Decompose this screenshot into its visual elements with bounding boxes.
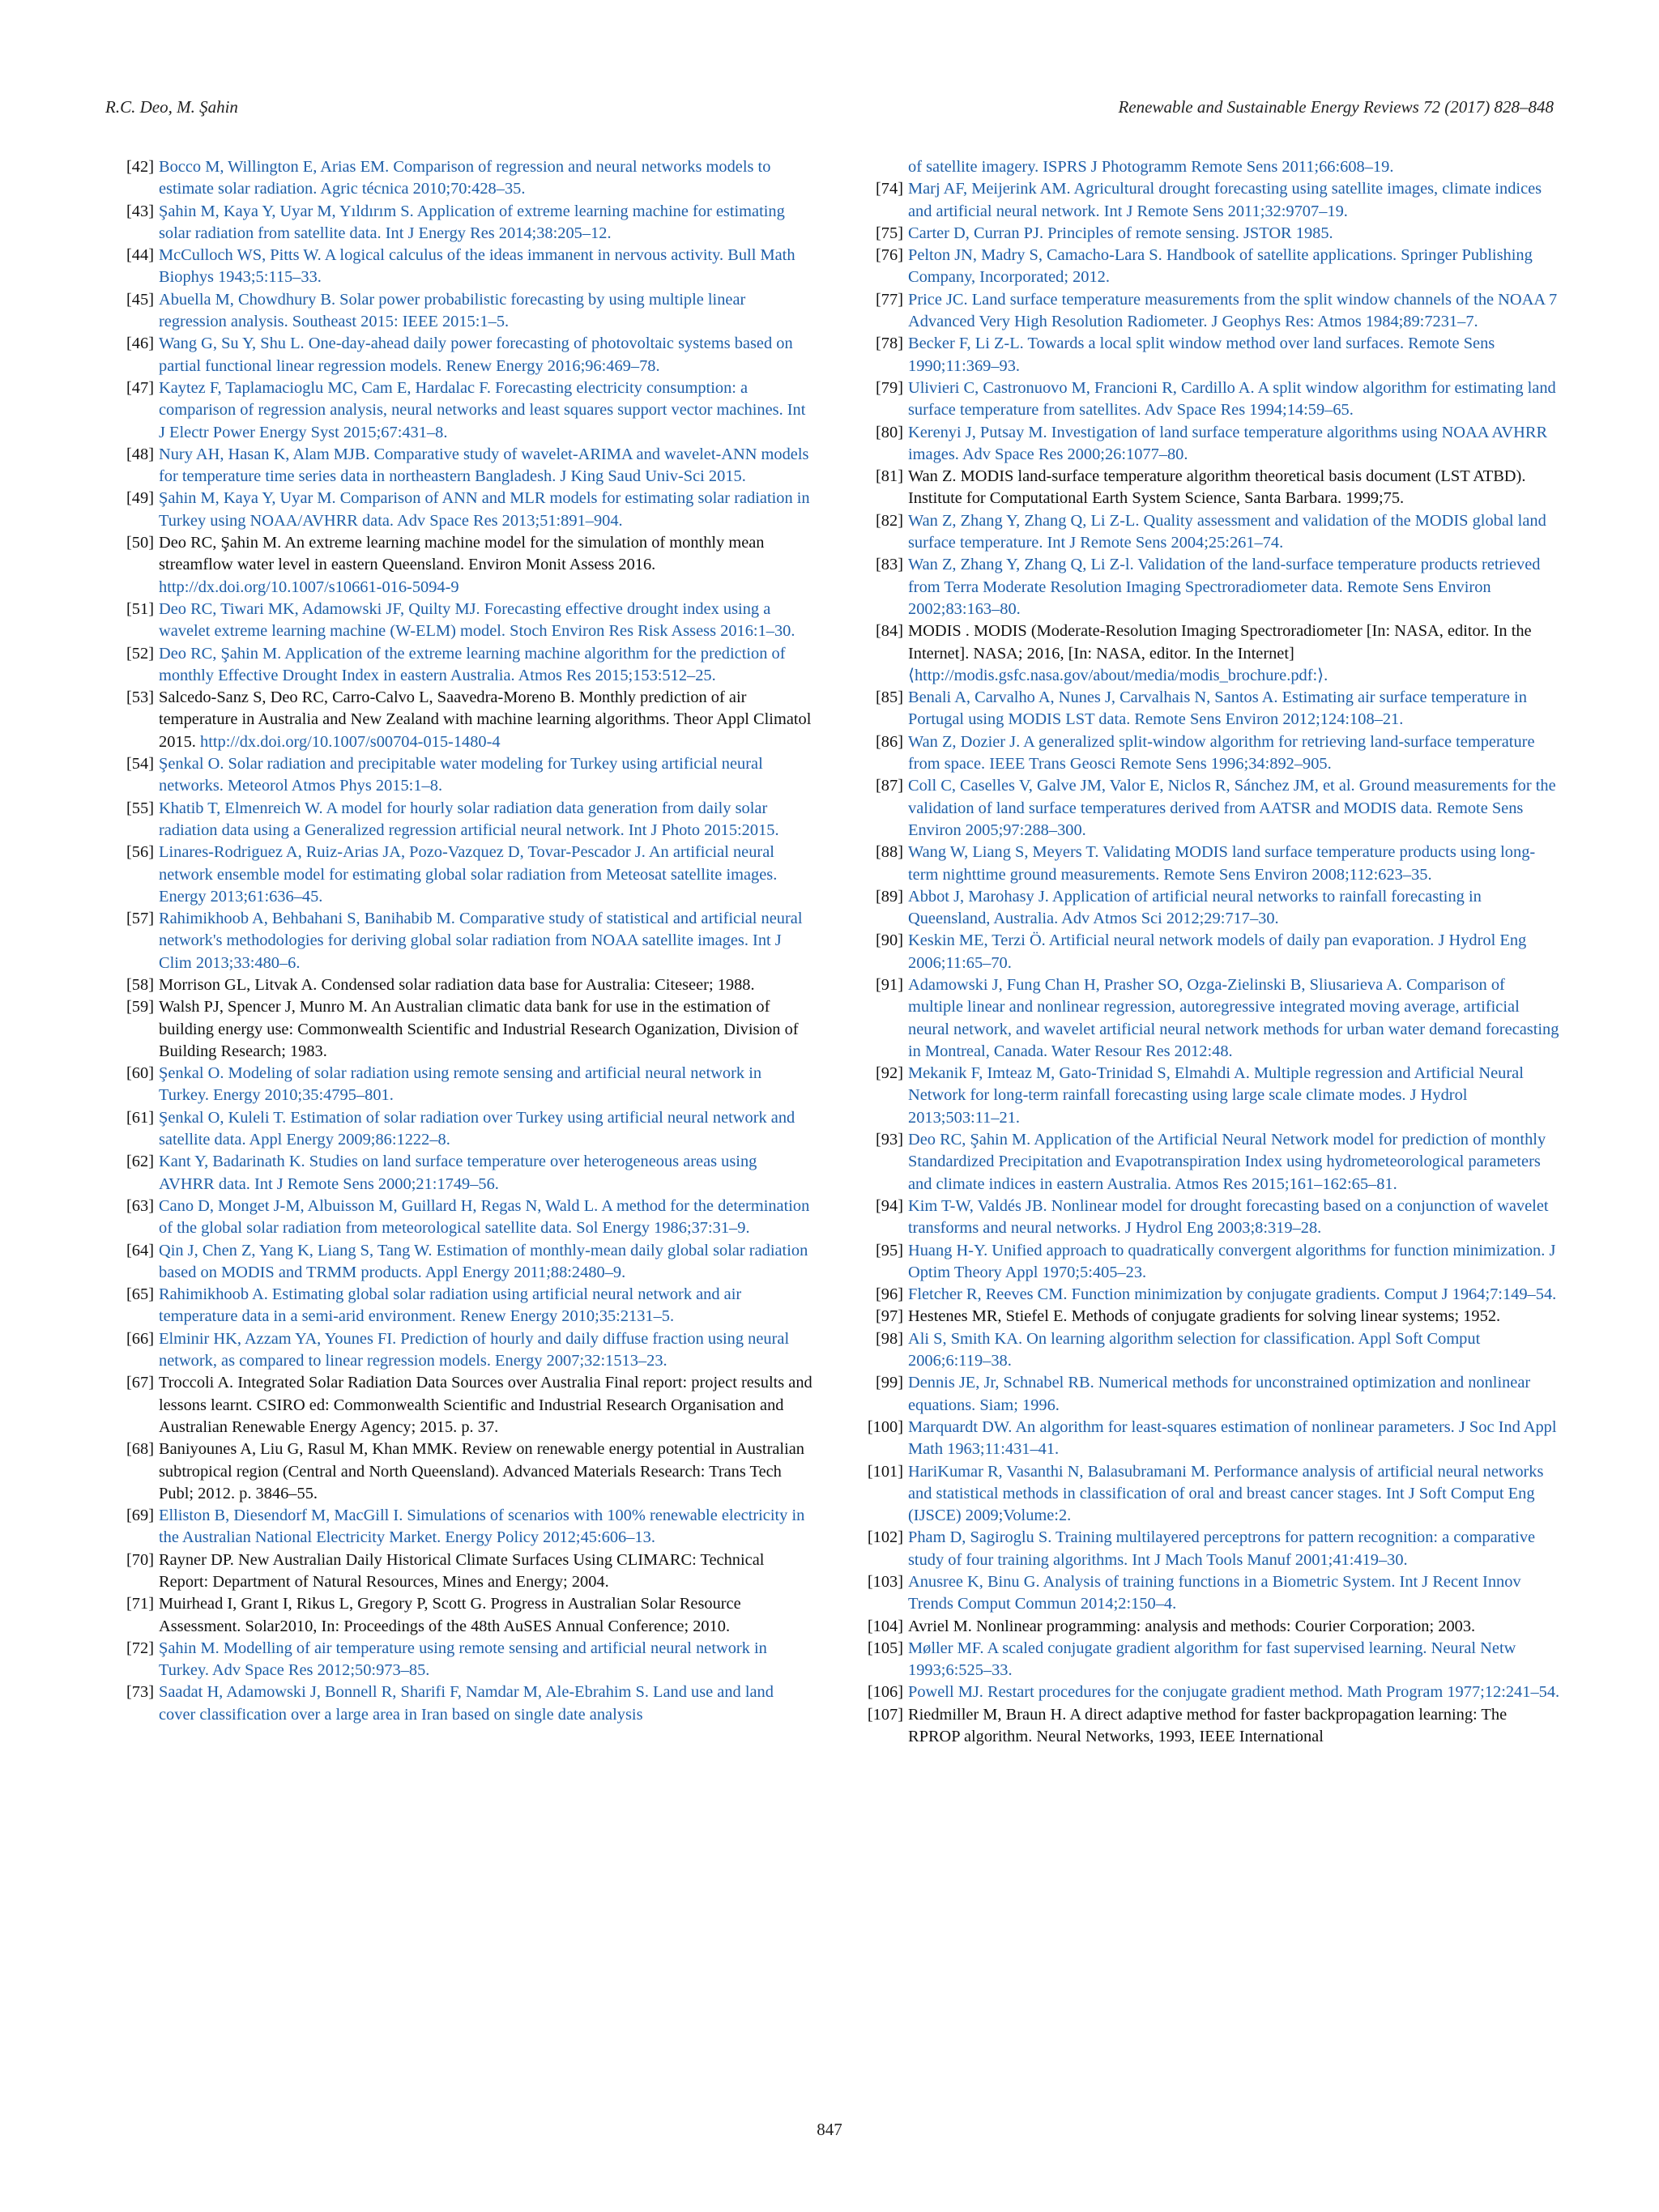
reference-item bbox=[861, 1284, 1562, 1306]
reference-number: [56] bbox=[126, 843, 154, 862]
reference-link[interactable]: Kim T-W, Valdés JB. Nonlinear model for drought forecasting based on a conjunction of wavelet transforms and neural networks. J Hydrol Eng 2003;8:319–28. bbox=[908, 1196, 1549, 1238]
reference-link[interactable]: Mekanik F, Imteaz M, Gato-Trinidad S, Elmahdi A. Multiple regression and Artificial Neural Network for long-term rainfall forecasting using large scale climate modes. J Hydrol 2013;503:11–21. bbox=[908, 1064, 1524, 1127]
reference-item bbox=[861, 223, 1562, 245]
reference-item bbox=[113, 1505, 814, 1549]
reference-link[interactable]: Ali S, Smith KA. On learning algorithm selection for classification. Appl Soft Comput 2006;6:119–38. bbox=[908, 1329, 1481, 1370]
reference-number: [57] bbox=[126, 910, 154, 928]
reference-text: MODIS . MODIS (Moderate-Resolution Imaging Spectroradiometer [In: NASA, editor. In the Internet]. NASA; 2016, [In: NASA, editor. In the Internet] bbox=[908, 622, 1532, 663]
reference-number: [61] bbox=[126, 1108, 154, 1127]
reference-item bbox=[861, 1306, 1562, 1328]
reference-number: [75] bbox=[876, 224, 903, 242]
reference-number: [68] bbox=[126, 1440, 154, 1459]
reference-item bbox=[113, 1681, 814, 1726]
reference-number: [102] bbox=[867, 1528, 903, 1547]
reference-number: [93] bbox=[876, 1131, 903, 1149]
reference-number: [103] bbox=[867, 1573, 903, 1591]
reference-number: [42] bbox=[126, 158, 154, 176]
reference-number: [49] bbox=[126, 489, 154, 508]
reference-number: [85] bbox=[876, 688, 903, 707]
reference-link[interactable]: Bocco M, Willington E, Arias EM. Comparison of regression and neural networks models to estimate solar radiation. Agric técnica 2010;70:428–35. bbox=[159, 158, 771, 198]
reference-link[interactable]: Dennis JE, Jr, Schnabel RB. Numerical methods for unconstrained optimization and nonlinear equations. Siam; 1996. bbox=[908, 1374, 1531, 1414]
reference-number: [101] bbox=[867, 1462, 903, 1481]
reference-item bbox=[113, 1549, 814, 1594]
reference-item bbox=[861, 1063, 1562, 1129]
reference-number: [81] bbox=[876, 467, 903, 486]
reference-text: Hestenes MR, Stiefel E. Methods of conjugate gradients for solving linear systems; 1952. bbox=[908, 1307, 1501, 1326]
reference-link[interactable]: Fletcher R, Reeves CM. Function minimization by conjugate gradients. Comput J 1964;7:149–54. bbox=[908, 1285, 1557, 1304]
reference-item bbox=[861, 1372, 1562, 1417]
reference-number: [95] bbox=[876, 1241, 903, 1259]
reference-number: [45] bbox=[126, 290, 154, 309]
reference-link[interactable]: Rahimikhoob A. Estimating global solar radiation using artificial neural network and air temperature data in a semi-arid environment. Renew Energy 2010;35:2131–5. bbox=[159, 1285, 742, 1326]
reference-url-link[interactable]: ⟨http://modis.gsfc.nasa.gov/about/media/modis_brochure.pdf:⟩. bbox=[908, 666, 1328, 684]
reference-link[interactable]: Becker F, Li Z-L. Towards a local split window method over land surfaces. Remote Sens 1990;11:369–93. bbox=[908, 335, 1495, 375]
reference-continuation[interactable]: of satellite imagery. ISPRS J Photogramm Remote Sens 2011;66:608–19. bbox=[908, 158, 1394, 176]
running-header-authors: R.C. Deo, M. Şahin bbox=[105, 97, 238, 117]
page-number: 847 bbox=[817, 2120, 842, 2139]
reference-number: [70] bbox=[126, 1550, 154, 1569]
reference-item bbox=[113, 996, 814, 1063]
reference-url-link[interactable]: http://dx.doi.org/10.1007/s10661-016-5094-9 bbox=[159, 578, 459, 596]
reference-link[interactable]: Ulivieri C, Castronuovo M, Francioni R, Cardillo A. A split window algorithm for estimating land surface temperature from satellites. Adv Space Res 1994;14:59–65. bbox=[908, 378, 1556, 420]
reference-number: [87] bbox=[876, 777, 903, 795]
reference-number: [90] bbox=[876, 931, 903, 950]
reference-number: [55] bbox=[126, 799, 154, 817]
reference-item bbox=[861, 1638, 1562, 1682]
reference-number: [89] bbox=[876, 887, 903, 906]
reference-item bbox=[861, 886, 1562, 931]
reference-item bbox=[861, 1461, 1562, 1528]
reference-link[interactable]: Şenkal O, Kuleli T. Estimation of solar radiation over Turkey using artificial neural network and satellite data. Appl Energy 2009;86:1222–8. bbox=[159, 1108, 795, 1149]
reference-number: [80] bbox=[876, 423, 903, 441]
reference-item bbox=[861, 377, 1562, 422]
reference-link[interactable]: Şahin M, Kaya Y, Uyar M, Yıldırım S. Application of extreme learning machine for estimating solar radiation from satellite data. Int J Energy Res 2014;38:205–12. bbox=[159, 202, 785, 242]
reference-number: [100] bbox=[867, 1417, 903, 1436]
reference-link[interactable]: Anusree K, Binu G. Analysis of training functions in a Biometric System. Int J Recent Innov Trends Comput Commun 2014;2:150–4. bbox=[908, 1573, 1521, 1613]
reference-number: [66] bbox=[126, 1329, 154, 1348]
reference-link[interactable]: Benali A, Carvalho A, Nunes J, Carvalhais N, Santos A. Estimating air surface temperature in Portugal using MODIS LST data. Remote Sens Environ 2012;124:108–21. bbox=[908, 688, 1527, 729]
reference-text: Riedmiller M, Braun H. A direct adaptive method for faster backpropagation learning: The RPROP algorithm. Neural Networks, 1993, IEEE International bbox=[908, 1705, 1508, 1746]
reference-text: Muirhead I, Grant I, Rikus L, Gregory P, Scott G. Progress in Australian Solar Resource Assessment. Solar2010, In: Proceedings of the 48th AuSES Annual Conference; 2010. bbox=[159, 1595, 741, 1635]
reference-number: [58] bbox=[126, 975, 154, 994]
reference-number: [96] bbox=[876, 1285, 903, 1304]
reference-link[interactable]: Khatib T, Elmenreich W. A model for hourly solar radiation data generation from daily solar radiation data using a Generalized regression artificial neural network. Int J Photo 2015:2015. bbox=[159, 799, 779, 839]
reference-text: Deo RC, Şahin M. An extreme learning machine model for the simulation of monthly mean streamflow water level in eastern Queensland. Environ Monit Assess 2016. bbox=[159, 534, 765, 574]
reference-number: [83] bbox=[876, 556, 903, 574]
reference-item bbox=[113, 974, 814, 996]
reference-item bbox=[861, 731, 1562, 776]
reference-item bbox=[113, 444, 814, 488]
reference-link[interactable]: Nury AH, Hasan K, Alam MJB. Comparative study of wavelet-ARIMA and wavelet-ANN models for temperature time series data in northeastern Bangladesh. J King Saud Univ-Sci 2015. bbox=[159, 445, 809, 486]
reference-item bbox=[861, 1328, 1562, 1373]
references-left-column bbox=[113, 156, 814, 1726]
reference-link[interactable]: McCulloch WS, Pitts W. A logical calculus of the ideas immanent in nervous activity. Bull Math Biophys 1943;5:115–33. bbox=[159, 246, 795, 287]
reference-link[interactable]: Rahimikhoob A, Behbahani S, Banihabib M. Comparative study of statistical and artificial neural network's methodologies for deriving global solar radiation from NOAA satellite images. Int J Clim 2013;33:480–6. bbox=[159, 910, 803, 972]
reference-item bbox=[861, 510, 1562, 555]
reference-number: [71] bbox=[126, 1595, 154, 1613]
reference-number: [59] bbox=[126, 998, 154, 1016]
reference-number: [54] bbox=[126, 755, 154, 774]
reference-item bbox=[113, 1151, 814, 1196]
reference-number: [92] bbox=[876, 1064, 903, 1083]
reference-number: [46] bbox=[126, 335, 154, 353]
reference-link[interactable]: Møller MF. A scaled conjugate gradient algorithm for fast supervised learning. Neural Netw 1993;6:525–33. bbox=[908, 1639, 1516, 1680]
reference-link[interactable]: Wan Z, Zhang Y, Zhang Q, Li Z-L. Quality assessment and validation of the MODIS global land surface temperature. Int J Remote Sens 2004;25:261–74. bbox=[908, 511, 1546, 552]
reference-item bbox=[861, 289, 1562, 334]
reference-number: [78] bbox=[876, 335, 903, 353]
reference-number: [51] bbox=[126, 599, 154, 618]
reference-item bbox=[113, 1438, 814, 1505]
reference-link[interactable]: Marj AF, Meijerink AM. Agricultural drought forecasting using satellite images, climate indices and artificial neural network. Int J Remote Sens 2011;32:9707–19. bbox=[908, 180, 1542, 220]
reference-link[interactable]: Şahin M. Modelling of air temperature using remote sensing and artificial neural network in Turkey. Adv Space Res 2012;50:973–85. bbox=[159, 1639, 767, 1680]
references-right-column bbox=[861, 156, 1562, 1748]
reference-number: [82] bbox=[876, 511, 903, 530]
reference-item bbox=[861, 1571, 1562, 1616]
reference-number: [84] bbox=[876, 622, 903, 641]
reference-item bbox=[113, 156, 814, 201]
reference-item bbox=[113, 908, 814, 974]
reference-number: [94] bbox=[876, 1196, 903, 1215]
reference-link[interactable]: HariKumar R, Vasanthi N, Balasubramani M. Performance analysis of artificial neural networks and statistical methods in classification of oral and breast cancer stages. Int J Soft Comput Eng (IJSCE) 2009;Volume:2. bbox=[908, 1462, 1544, 1525]
reference-number: [67] bbox=[126, 1374, 154, 1392]
reference-item bbox=[861, 687, 1562, 731]
reference-item bbox=[861, 1616, 1562, 1638]
reference-item bbox=[861, 1196, 1562, 1240]
reference-text: Salcedo-Sanz S, Deo RC, Carro-Calvo L, Saavedra-Moreno B. Monthly prediction of air temperature in Australia and New Zealand with machine learning algorithms. Theor Appl Climatol 2015. bbox=[159, 688, 812, 751]
reference-item bbox=[113, 377, 814, 444]
reference-number: [65] bbox=[126, 1285, 154, 1304]
reference-link[interactable]: Elminir HK, Azzam YA, Younes FI. Prediction of hourly and daily diffuse fraction using neural network, as compared to linear regression models. Energy 2007;32:1513–23. bbox=[159, 1329, 790, 1370]
reference-text: Rayner DP. New Australian Daily Historical Climate Surfaces Using CLIMARC: Technical Report: Department of Natural Resources, Mines and Energy; 2004. bbox=[159, 1550, 765, 1591]
reference-text: Avriel M. Nonlinear programming: analysis and methods: Courier Corporation; 2003. bbox=[908, 1617, 1476, 1635]
reference-link[interactable]: Abuella M, Chowdhury B. Solar power probabilistic forecasting by using multiple linear regression analysis. Southeast 2015: IEEE 2015:1–5. bbox=[159, 290, 746, 331]
reference-number: [43] bbox=[126, 202, 154, 220]
reference-item bbox=[861, 620, 1562, 687]
reference-number: [107] bbox=[867, 1705, 903, 1724]
reference-item bbox=[113, 1240, 814, 1285]
reference-text: Morrison GL, Litvak A. Condensed solar radiation data base for Australia: Citeseer; 1988. bbox=[159, 975, 755, 994]
reference-item bbox=[113, 1328, 814, 1373]
reference-text: Troccoli A. Integrated Solar Radiation Data Sources over Australia Final report: project results and lessons learnt. CSIRO ed: Commonwealth Scientific and Industrial Research Organisation and Australian Renewable Energy Agency; 2015. p. 37. bbox=[159, 1374, 812, 1436]
reference-link[interactable]: Kant Y, Badarinath K. Studies on land surface temperature over heterogeneous areas using AVHRR data. Int J Remote Sens 2000;21:1749–56. bbox=[159, 1153, 757, 1193]
reference-item bbox=[113, 1196, 814, 1240]
reference-number: [88] bbox=[876, 843, 903, 862]
reference-item bbox=[113, 532, 814, 599]
reference-link[interactable]: Price JC. Land surface temperature measurements from the split window channels of the NOAA 7 Advanced Very High Resolution Radiometer. J Geophys Res: Atmos 1984;89:7231–7. bbox=[908, 290, 1558, 331]
reference-number: [79] bbox=[876, 378, 903, 397]
reference-item bbox=[861, 178, 1562, 223]
reference-item bbox=[113, 1638, 814, 1682]
reference-number: [74] bbox=[876, 180, 903, 198]
reference-link[interactable]: Abbot J, Marohasy J. Application of artificial neural networks to rainfall forecasting in Queensland, Australia. Adv Atmos Sci 2012;29:717–30. bbox=[908, 887, 1482, 928]
reference-link[interactable]: Linares-Rodriguez A, Ruiz-Arias JA, Pozo-Vazquez D, Tovar-Pescador J. An artificial neural network ensemble model for estimating global solar radiation from Meteosat satellite images. Energy 2013;61:636–45. bbox=[159, 843, 778, 906]
reference-number: [69] bbox=[126, 1507, 154, 1525]
reference-link[interactable]: Wang W, Liang S, Meyers T. Validating MODIS land surface temperature products using long-term nighttime ground measurements. Remote Sens Environ 2008;112:623–35. bbox=[908, 843, 1536, 884]
reference-number: [104] bbox=[867, 1617, 903, 1635]
reference-link[interactable]: Qin J, Chen Z, Yang K, Liang S, Tang W. Estimation of monthly-mean daily global solar radiation based on MODIS and TRMM products. Appl Energy 2011;88:2480–9. bbox=[159, 1241, 808, 1281]
reference-item bbox=[861, 1417, 1562, 1461]
reference-link[interactable]: Deo RC, Şahin M. Application of the Artificial Neural Network model for prediction of monthly Standardized Precipitation and Evapotranspiration Index using hydrometeorological parameters and climate indices in eastern Australia. Atmos Res 2015;161–162:65–81. bbox=[908, 1131, 1546, 1193]
reference-item bbox=[861, 1704, 1562, 1749]
reference-item bbox=[861, 775, 1562, 842]
reference-item bbox=[861, 466, 1562, 510]
reference-number: [63] bbox=[126, 1196, 154, 1215]
reference-number: [98] bbox=[876, 1329, 903, 1348]
reference-link[interactable]: Saadat H, Adamowski J, Bonnell R, Sharifi F, Namdar M, Ale-Ebrahim S. Land use and land cover classification over a large area in Iran based on single date analysis bbox=[159, 1683, 774, 1724]
reference-link[interactable]: Cano D, Monget J-M, Albuisson M, Guillard H, Regas N, Wald L. A method for the determination of the global solar radiation from meteorological satellite data. Sol Energy 1986;37:31–9. bbox=[159, 1196, 810, 1238]
reference-item bbox=[861, 1527, 1562, 1571]
reference-link[interactable]: Kaytez F, Taplamacioglu MC, Cam E, Hardalac F. Forecasting electricity consumption: a comparison of regression analysis, neural networks and least squares support vector machines. Int J Electr Power Energy Syst 2015;67:431–8. bbox=[159, 378, 806, 441]
reference-number: [77] bbox=[876, 290, 903, 309]
reference-link[interactable]: Coll C, Caselles V, Galve JM, Valor E, Niclos R, Sánchez JM, et al. Ground measurements for the validation of land surface temperatures derived from AATSR and MODIS data. Remote Sens Environ 2005;97:288–300. bbox=[908, 777, 1556, 839]
reference-item bbox=[861, 333, 1562, 377]
reference-item bbox=[113, 753, 814, 798]
reference-link[interactable]: Pelton JN, Madry S, Camacho-Lara S. Handbook of satellite applications. Springer Publishing Company, Incorporated; 2012. bbox=[908, 246, 1533, 287]
reference-link[interactable]: Wang G, Su Y, Shu L. One-day-ahead daily power forecasting of photovoltaic systems based on partial functional linear regression models. Renew Energy 2016;96:469–78. bbox=[159, 335, 793, 375]
reference-number: [44] bbox=[126, 246, 154, 265]
reference-number: [97] bbox=[876, 1307, 903, 1326]
reference-link[interactable]: Keskin ME, Terzi Ö. Artificial neural network models of daily pan evaporation. J Hydrol Eng 2006;11:65–70. bbox=[908, 931, 1527, 972]
reference-number: [47] bbox=[126, 378, 154, 397]
reference-link[interactable]: Wan Z, Zhang Y, Zhang Q, Li Z-l. Validation of the land-surface temperature products retrieved from Terra Moderate Resolution Imaging Spectroradiometer data. Remote Sens Environ 2002;83:163–80. bbox=[908, 556, 1541, 618]
reference-number: [86] bbox=[876, 732, 903, 751]
reference-item bbox=[861, 245, 1562, 289]
reference-link[interactable]: Kerenyi J, Putsay M. Investigation of land surface temperature algorithms using NOAA AVHRR images. Adv Space Res 2000;26:1077–80. bbox=[908, 423, 1548, 463]
reference-item bbox=[113, 643, 814, 688]
reference-number: [48] bbox=[126, 445, 154, 463]
reference-number: [60] bbox=[126, 1064, 154, 1083]
reference-item bbox=[861, 930, 1562, 974]
reference-link[interactable]: Huang H-Y. Unified approach to quadratically convergent algorithms for function minimization. J Optim Theory Appl 1970;5:405–23. bbox=[908, 1241, 1556, 1281]
reference-link[interactable]: Adamowski J, Fung Chan H, Prasher SO, Ozga-Zielinski B, Sliusarieva A. Comparison of multiple linear and nonlinear regression, autoregressive integrated moving average, artificial neural network, and wavelet artificial neural network methods for urban water demand forecasting in Montreal, Canada. Water Resour Res 2012:48. bbox=[908, 975, 1559, 1060]
reference-link[interactable]: Şenkal O. Modeling of solar radiation using remote sensing and artificial neural network in Turkey. Energy 2010;35:4795–801. bbox=[159, 1064, 762, 1105]
reference-item bbox=[113, 687, 814, 753]
reference-item bbox=[113, 842, 814, 908]
reference-item bbox=[113, 488, 814, 532]
reference-link[interactable]: Marquardt DW. An algorithm for least-squares estimation of nonlinear parameters. J Soc Ind Appl Math 1963;11:431–41. bbox=[908, 1417, 1557, 1459]
reference-item bbox=[113, 1372, 814, 1438]
reference-link[interactable]: Deo RC, Tiwari MK, Adamowski JF, Quilty MJ. Forecasting effective drought index using a wavelet extreme learning machine (W-ELM) model. Stoch Environ Res Risk Assess 2016:1–30. bbox=[159, 599, 795, 641]
reference-text bbox=[159, 687, 814, 753]
reference-item bbox=[113, 1107, 814, 1152]
reference-text: Baniyounes A, Liu G, Rasul M, Khan MMK. Review on renewable energy potential in Australian subtropical region (Central and North Queensland). Advanced Materials Research: Trans Tech Publ; 2012. p. 3846–55. bbox=[159, 1440, 804, 1502]
reference-item bbox=[861, 1129, 1562, 1196]
reference-text: Walsh PJ, Spencer J, Munro M. An Australian climatic data bank for use in the estimation of building energy use: Commonwealth Scientific and Industrial Research Oganization, Division of Building Research; 1983. bbox=[159, 998, 799, 1060]
reference-item bbox=[113, 1284, 814, 1328]
reference-link[interactable]: Elliston B, Diesendorf M, MacGill I. Simulations of scenarios with 100% renewable electricity in the Australian National Electricity Market. Energy Policy 2012;45:606–13. bbox=[159, 1507, 805, 1547]
running-header-journal: Renewable and Sustainable Energy Reviews 72 (2017) 828–848 bbox=[1118, 97, 1554, 117]
reference-item bbox=[861, 842, 1562, 886]
reference-item bbox=[113, 798, 814, 842]
reference-link[interactable]: Pham D, Sagiroglu S. Training multilayered perceptrons for pattern recognition: a comparative study of four training algorithms. Int J Mach Tools Manuf 2001;41:419–30. bbox=[908, 1528, 1536, 1569]
reference-item bbox=[113, 201, 814, 245]
reference-text bbox=[908, 620, 1562, 687]
reference-item bbox=[861, 1681, 1562, 1703]
reference-number: [106] bbox=[867, 1683, 903, 1702]
reference-item bbox=[861, 554, 1562, 620]
reference-item bbox=[861, 1240, 1562, 1285]
reference-text: Wan Z. MODIS land-surface temperature algorithm theoretical basis document (LST ATBD). Institute for Computational Earth System Science, Santa Barbara. 1999;75. bbox=[908, 467, 1526, 508]
reference-number: [76] bbox=[876, 246, 903, 265]
reference-item bbox=[861, 422, 1562, 467]
reference-item bbox=[113, 1063, 814, 1107]
reference-item bbox=[113, 1593, 814, 1638]
reference-number: [72] bbox=[126, 1639, 154, 1657]
reference-number: [73] bbox=[126, 1683, 154, 1702]
reference-url-link[interactable]: http://dx.doi.org/10.1007/s00704-015-1480-4 bbox=[200, 732, 501, 751]
reference-link[interactable]: Wan Z, Dozier J. A generalized split-window algorithm for retrieving land-surface temperature from space. IEEE Trans Geosci Remote Sens 1996;34:892–905. bbox=[908, 732, 1535, 774]
reference-item bbox=[113, 245, 814, 289]
reference-link[interactable]: Carter D, Curran PJ. Principles of remote sensing. JSTOR 1985. bbox=[908, 224, 1333, 242]
reference-number: [62] bbox=[126, 1153, 154, 1171]
reference-number: [91] bbox=[876, 975, 903, 994]
reference-item bbox=[113, 333, 814, 377]
reference-number: [99] bbox=[876, 1374, 903, 1392]
reference-number: [105] bbox=[867, 1639, 903, 1657]
reference-item bbox=[113, 599, 814, 643]
reference-link[interactable]: Deo RC, Şahin M. Application of the extreme learning machine algorithm for the prediction of monthly Effective Drought Index in eastern Australia. Atmos Res 2015;153:512–25. bbox=[159, 644, 786, 684]
reference-link[interactable]: Powell MJ. Restart procedures for the conjugate gradient method. Math Program 1977;12:241–54. bbox=[908, 1683, 1560, 1702]
reference-number: [50] bbox=[126, 534, 154, 552]
reference-number: [64] bbox=[126, 1241, 154, 1259]
reference-item bbox=[113, 289, 814, 334]
reference-link[interactable]: Şenkal O. Solar radiation and precipitable water modeling for Turkey using artificial neural networks. Meteorol Atmos Phys 2015:1–8. bbox=[159, 755, 763, 795]
reference-link[interactable]: Şahin M, Kaya Y, Uyar M. Comparison of ANN and MLR models for estimating solar radiation in Turkey using NOAA/AVHRR data. Adv Space Res 2013;51:891–904. bbox=[159, 489, 810, 530]
reference-number: [52] bbox=[126, 644, 154, 663]
reference-number: [53] bbox=[126, 688, 154, 707]
reference-text bbox=[159, 532, 814, 599]
reference-item bbox=[861, 974, 1562, 1063]
